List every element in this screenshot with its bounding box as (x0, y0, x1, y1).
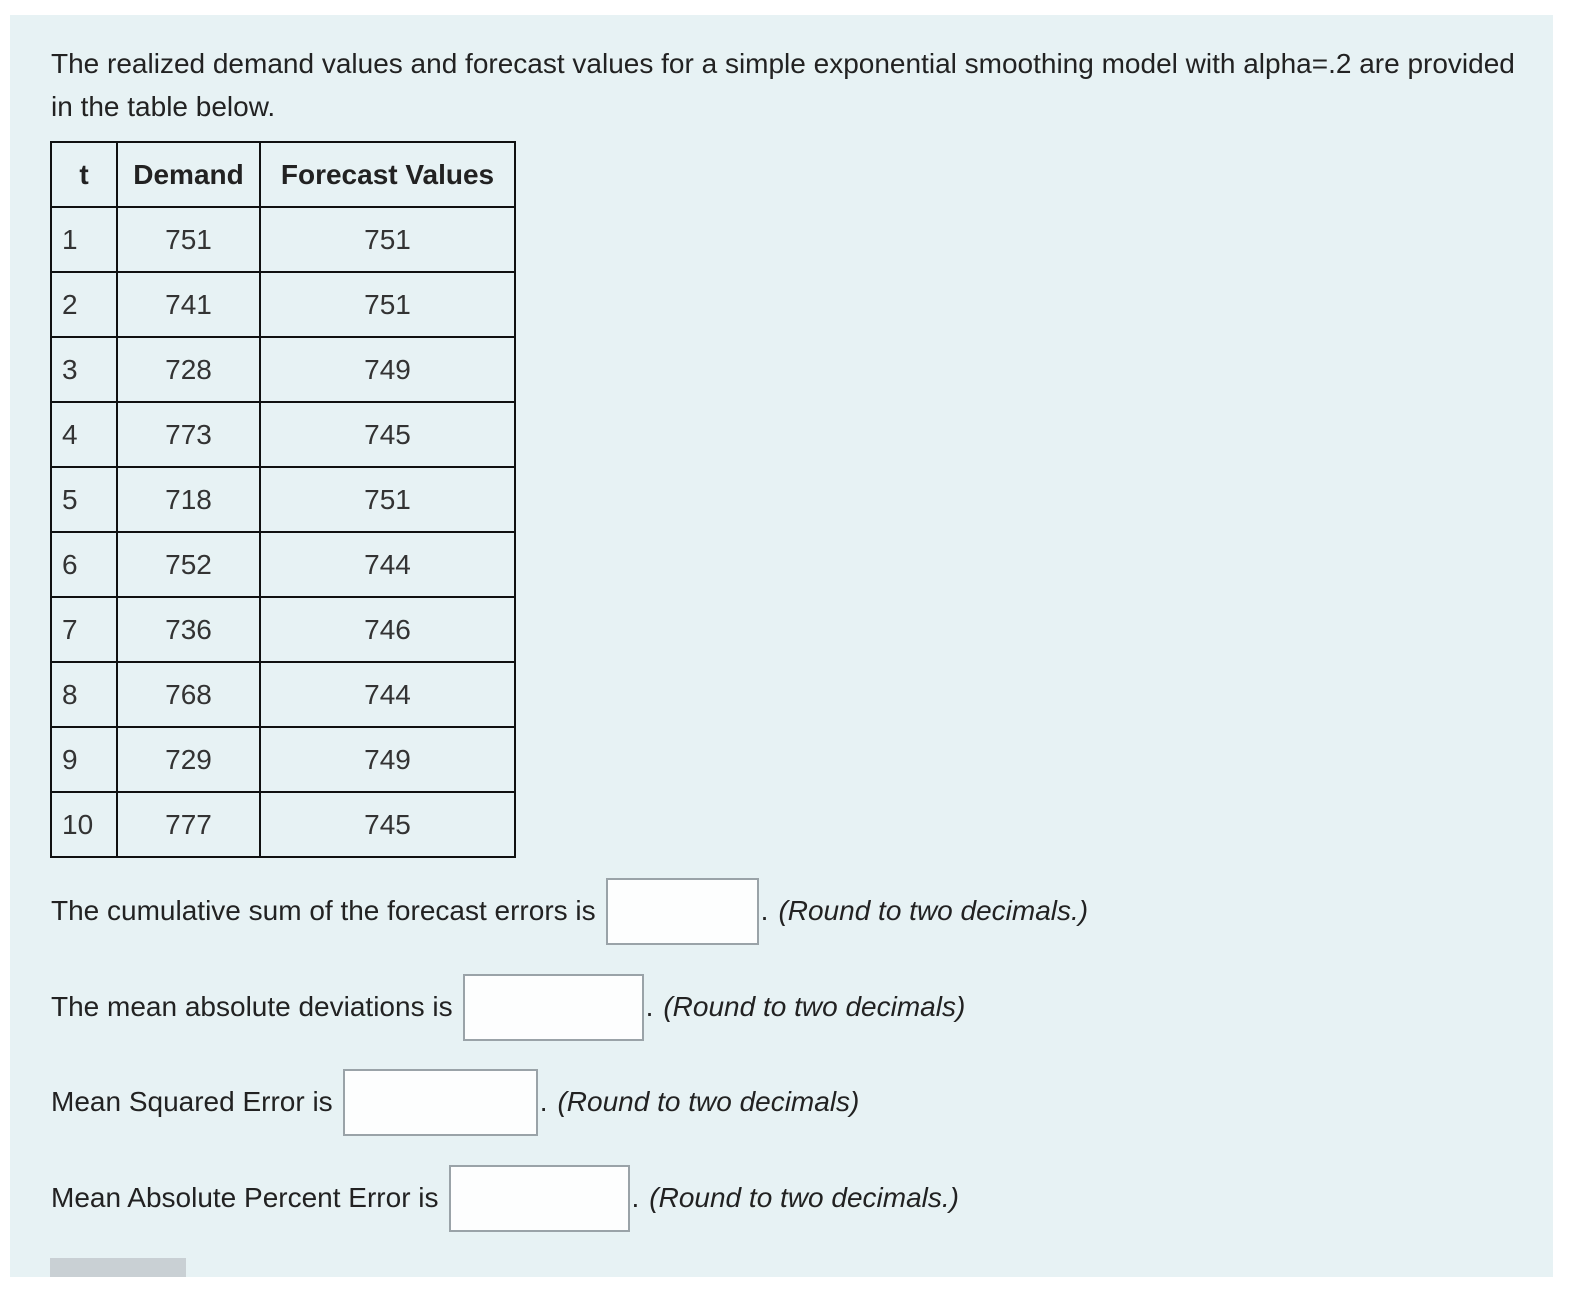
header-demand: Demand (117, 142, 260, 207)
cell-t: 5 (51, 467, 117, 532)
cell-forecast: 744 (260, 532, 515, 597)
cell-forecast: 751 (260, 207, 515, 272)
cumulative-sum-hint: (Round to two decimals.) (778, 895, 1089, 926)
cell-forecast: 751 (260, 467, 515, 532)
mse-label: Mean Squared Error is (51, 1086, 333, 1117)
mad-label: The mean absolute deviations is (51, 991, 453, 1022)
mse-hint: (Round to two decimals) (557, 1086, 860, 1117)
question-mse: Mean Squared Error is . (Round to two decimals) (51, 1067, 859, 1137)
cell-forecast: 744 (260, 662, 515, 727)
cell-t: 10 (51, 792, 117, 857)
question-panel (10, 15, 1553, 1277)
mse-input[interactable] (343, 1069, 538, 1136)
cell-forecast: 749 (260, 727, 515, 792)
cell-demand: 728 (117, 337, 260, 402)
question-intro: The realized demand values and forecast values for a simple exponential smoothing model with alpha=.2 are provided in the table below. (51, 48, 1515, 122)
cumulative-sum-input[interactable] (606, 878, 759, 945)
cell-t: 1 (51, 207, 117, 272)
cell-t: 3 (51, 337, 117, 402)
table-row (51, 532, 515, 597)
table-row (51, 337, 515, 402)
cell-forecast: 746 (260, 597, 515, 662)
table-row (51, 727, 515, 792)
mape-label: Mean Absolute Percent Error is (51, 1182, 439, 1213)
cell-demand: 736 (117, 597, 260, 662)
mape-input[interactable] (449, 1165, 630, 1232)
cell-t: 7 (51, 597, 117, 662)
cell-demand: 729 (117, 727, 260, 792)
cell-forecast: 751 (260, 272, 515, 337)
cell-demand: 768 (117, 662, 260, 727)
mad-input[interactable] (463, 974, 644, 1041)
question-mad: The mean absolute deviations is . (Round to two decimals) (51, 972, 965, 1042)
cell-t: 8 (51, 662, 117, 727)
demand-forecast-table (50, 141, 516, 858)
cell-forecast: 745 (260, 792, 515, 857)
table-row (51, 207, 515, 272)
cell-demand: 741 (117, 272, 260, 337)
cell-t: 4 (51, 402, 117, 467)
table-row (51, 597, 515, 662)
table-row (51, 792, 515, 857)
cumulative-sum-label: The cumulative sum of the forecast errors is (51, 895, 596, 926)
cell-forecast: 745 (260, 402, 515, 467)
header-t: t (51, 142, 117, 207)
question-cumulative-sum: The cumulative sum of the forecast errors is . (Round to two decimals.) (51, 876, 1088, 946)
cell-t: 6 (51, 532, 117, 597)
table-row (51, 272, 515, 337)
table-row (51, 467, 515, 532)
cell-forecast: 749 (260, 337, 515, 402)
header-forecast: Forecast Values (260, 142, 515, 207)
cell-demand: 718 (117, 467, 260, 532)
table-row (51, 662, 515, 727)
question-mape: Mean Absolute Percent Error is . (Round to two decimals.) (51, 1163, 959, 1233)
table-row (51, 402, 515, 467)
cell-demand: 773 (117, 402, 260, 467)
cell-demand: 752 (117, 532, 260, 597)
cell-demand: 777 (117, 792, 260, 857)
mape-hint: (Round to two decimals.) (649, 1182, 959, 1213)
table-header-row (51, 142, 515, 207)
mad-hint: (Round to two decimals) (663, 991, 966, 1022)
cell-demand: 751 (117, 207, 260, 272)
cell-t: 2 (51, 272, 117, 337)
cell-t: 9 (51, 727, 117, 792)
submit-button-partial[interactable] (50, 1258, 186, 1277)
